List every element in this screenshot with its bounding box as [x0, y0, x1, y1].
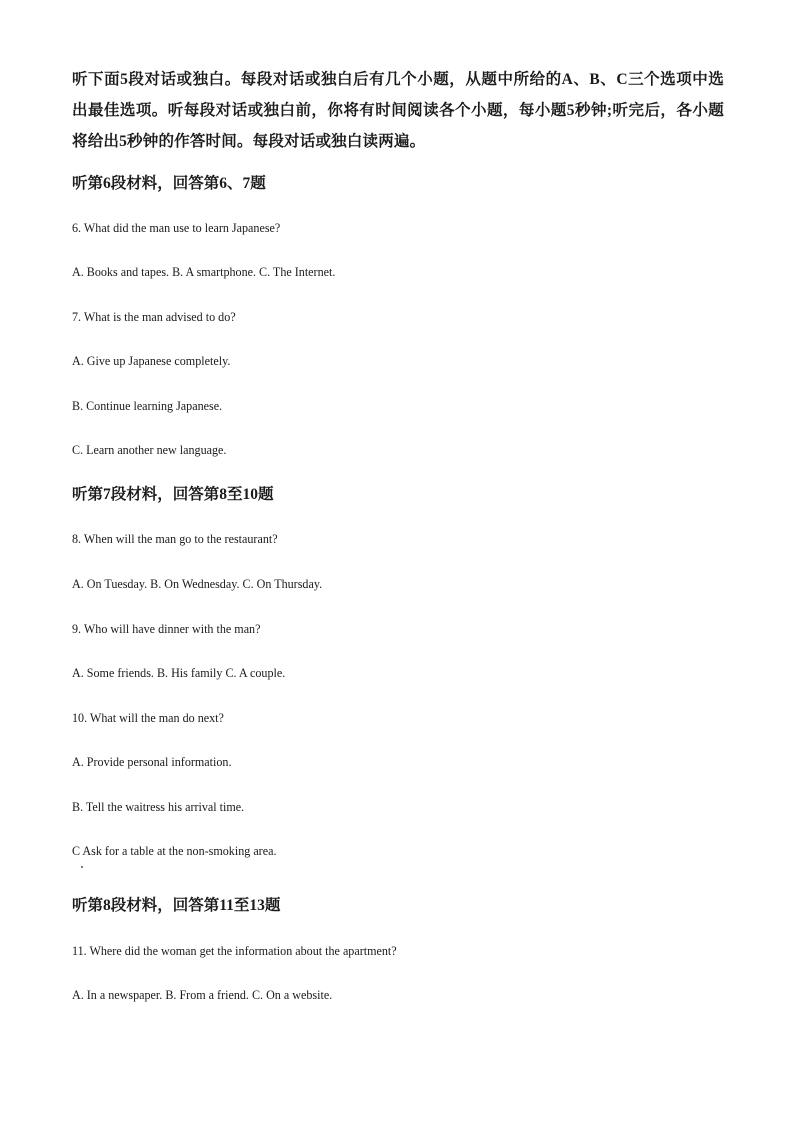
section-heading-7: 听第7段材料，回答第8至10题 — [72, 486, 274, 503]
instructions-paragraph: 听下面5段对话或独白。每段对话或独白后有几个小题，从题中所给的A、B、C三个选项中选出最佳选项。听每段对话或独白前，你将有时间阅读各个小题，每小题5秒钟;听完后，各小题将给出5秒钟的作答时间。每段对话或独白读两遍。 — [72, 71, 724, 150]
question-7-option-b: B. Continue learning Japanese. — [72, 398, 223, 413]
question-9-options: A. Some friends. B. His family C. A couple. — [72, 665, 286, 680]
section-heading-8: 听第8段材料，回答第11至13题 — [72, 897, 281, 914]
question-8-options: A. On Tuesday. B. On Wednesday. C. On Thursday. — [72, 576, 323, 591]
question-8: 8. When will the man go to the restaurant? — [72, 531, 278, 546]
question-7-option-c: C. Learn another new language. — [72, 442, 227, 457]
question-11-options: A. In a newspaper. B. From a friend. C. On a website. — [72, 987, 333, 1002]
question-9: 9. Who will have dinner with the man? — [72, 621, 261, 636]
section-heading-6: 听第6段材料，回答第6、7题 — [72, 175, 266, 192]
question-10-option-c: C Ask for a table at the non-smoking area. — [72, 843, 277, 858]
question-10: 10. What will the man do next? — [72, 710, 224, 725]
question-11: 11. Where did the woman get the information about the apartment? — [72, 943, 397, 958]
question-7-option-a: A. Give up Japanese completely. — [72, 353, 231, 368]
question-6-options: A. Books and tapes. B. A smartphone. C. The Internet. — [72, 264, 336, 279]
question-7: 7. What is the man advised to do? — [72, 309, 236, 324]
question-10-option-a: A. Provide personal information. — [72, 754, 232, 769]
question-10-option-b: B. Tell the waitress his arrival time. — [72, 799, 245, 814]
question-6: 6. What did the man use to learn Japanese? — [72, 220, 281, 235]
stray-dot — [81, 866, 83, 868]
